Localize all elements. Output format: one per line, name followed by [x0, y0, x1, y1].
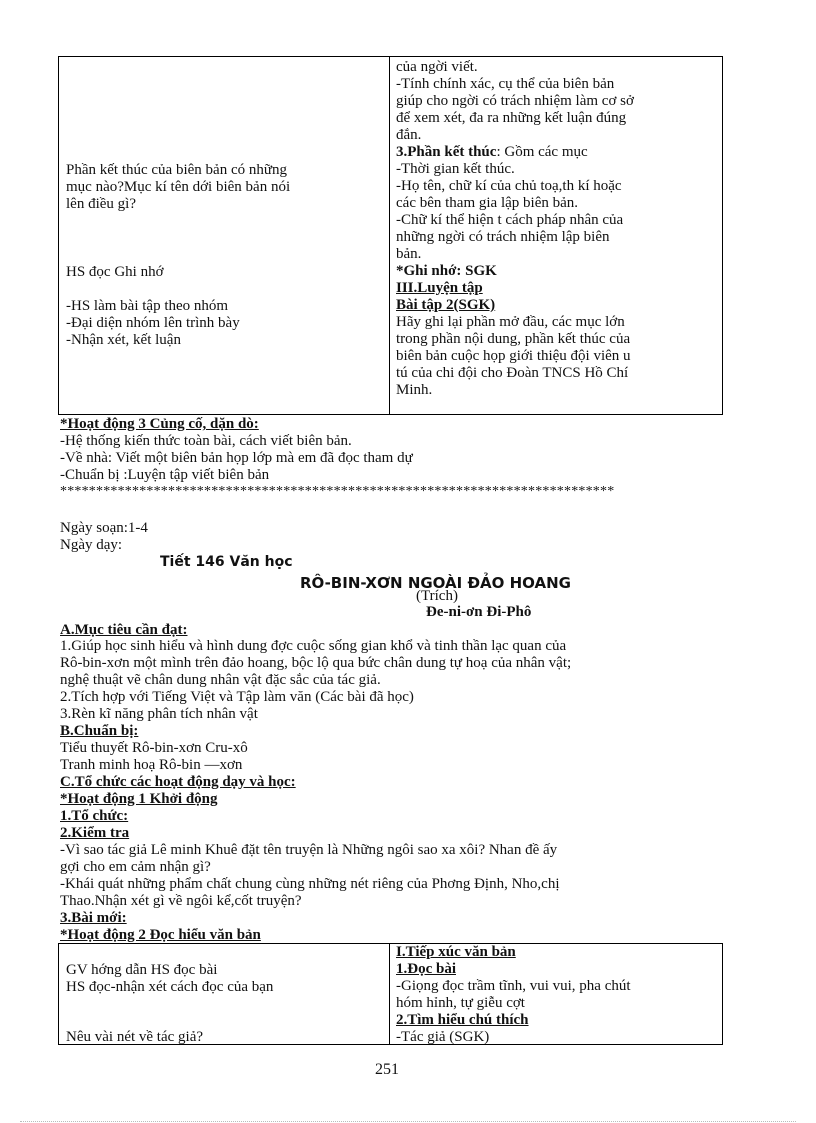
table-1-right-line: -Tính chính xác, cụ thể của biên bản: [396, 76, 615, 92]
luyen-tap-heading: III.Luyện tập: [396, 280, 483, 296]
activity-2-heading: *Hoạt động 2 Đọc hiểu văn bản: [60, 927, 261, 943]
star-separator: *****************************************************************************: [60, 484, 615, 499]
section-a-line: Rô-bin-xơn một mình trên đảo hoang, bộc lộ qua bức chân dung tự hoạ của nhân vật;: [60, 655, 572, 671]
ngay-soan: Ngày soạn:1-4: [60, 520, 148, 536]
table-1-left-line: HS đọc Ghi nhớ: [66, 264, 164, 280]
table-2-right-line: -Giọng đọc trầm tĩnh, vui vui, pha chút: [396, 978, 631, 994]
activity-3-line: -Hệ thống kiến thức toàn bài, cách viết biên bản.: [60, 433, 352, 449]
bai-tap-heading: Bài tập 2(SGK): [396, 297, 496, 313]
table-2-divider: [389, 943, 390, 1045]
activity-3-heading: *Hoạt động 3 Củng cố, dặn dò:: [60, 416, 259, 432]
ngay-day: Ngày dạy:: [60, 537, 123, 553]
table-1-right-line: -Họ tên, chữ kí của chủ toạ,th kí hoặc: [396, 178, 622, 194]
table-1-divider: [389, 56, 390, 415]
lesson-period: Tiết 146 Văn học: [160, 554, 293, 570]
bai-moi-heading: 3.Bài mới:: [60, 910, 127, 926]
section-a-line: nghệ thuật vẽ chân dung nhân vật đặc sắc của tác giả.: [60, 672, 381, 688]
table-1-right-line: biên bản cuộc họp giới thiệu đội viên u: [396, 348, 631, 364]
to-chuc-heading: 1.Tổ chức:: [60, 808, 129, 824]
section-a-line: 1.Giúp học sinh hiểu và hình dung đợc cuộc sống gian khổ và tinh thần lạc quan của: [60, 638, 567, 654]
table-1-right-line: đắn.: [396, 127, 422, 143]
page-number: 251: [375, 1061, 399, 1078]
conclusion-heading: 3.Phần kết thúc: [396, 144, 497, 160]
table-2-right-line: hóm hỉnh, tự giễu cợt: [396, 995, 525, 1011]
section-b-line: Tranh minh hoạ Rô-bin —xơn: [60, 757, 243, 773]
table-1-left-line: -Đại diện nhóm lên trình bày: [66, 315, 240, 331]
kiem-tra-line: -Vì sao tác giả Lê minh Khuê đặt tên truyện là Những ngôi sao xa xôi? Nhan đề ấy: [60, 842, 558, 858]
table-1-right-line: những ngời có trách nhiệm lập biên: [396, 229, 610, 245]
page-bottom-border: [20, 1121, 796, 1122]
table-1-right-line: Minh.: [396, 382, 433, 398]
kiem-tra-line: Thao.Nhận xét gì về ngôi kể,cốt truyện?: [60, 893, 302, 909]
table-1-left-line: Phần kết thúc của biên bản có những: [66, 162, 287, 178]
kiem-tra-line: gợi cho em cảm nhận gì?: [60, 859, 211, 875]
section-a-line: 2.Tích hợp với Tiếng Việt và Tập làm văn (Các bài đã học): [60, 689, 414, 705]
table-1-left-line: mục nào?Mục kí tên dới biên bản nói: [66, 179, 291, 195]
conclusion-heading-rest: : Gồm các mục: [496, 144, 588, 160]
section-a-line: 3.Rèn kĩ năng phân tích nhân vật: [60, 706, 258, 722]
table-1-right-line: giúp cho ngời có trách nhiệm làm cơ sở: [396, 93, 634, 109]
table-1-right-line: của ngời viết.: [396, 59, 478, 75]
table-1-right-line: -Thời gian kết thúc.: [396, 161, 515, 177]
lesson-author: Đe-ni-ơn Đi-Phô: [426, 604, 532, 620]
table-1-right-line: Hãy ghi lại phần mở đầu, các mục lớn: [396, 314, 625, 330]
table-1-right-line: -Chữ kí thể hiện t cách pháp nhân của: [396, 212, 624, 228]
table-2-left-line: GV hớng dẫn HS đọc bài: [66, 962, 218, 978]
chu-thich-heading: 2.Tìm hiểu chú thích: [396, 1012, 529, 1028]
conclusion-heading-line: [396, 144, 588, 161]
table-1-right-line: để xem xét, đa ra những kết luận đúng: [396, 110, 627, 126]
table-2-right-line: -Tác giả (SGK): [396, 1029, 490, 1045]
lesson-title: RÔ-BIN-XƠN NGOÀI ĐẢO HOANG: [300, 574, 571, 592]
ghi-nho-heading: *Ghi nhớ: SGK: [396, 263, 497, 279]
lesson-excerpt-note: (Trích): [416, 588, 458, 604]
section-b-line: Tiểu thuyết Rô-bin-xơn Cru-xô: [60, 740, 248, 756]
section-b-heading: B.Chuẩn bị:: [60, 723, 139, 739]
table-1-right-line: trong phần nội dung, phần kết thúc của: [396, 331, 631, 347]
activity-3-line: -Về nhà: Viết một biên bản họp lớp mà em đã đọc tham dự: [60, 450, 413, 466]
doc-bai-heading: 1.Đọc bài: [396, 961, 456, 977]
table-1-right-line: các bên tham gia lập biên bản.: [396, 195, 579, 211]
tiep-xuc-heading: I.Tiếp xúc văn bản: [396, 944, 516, 960]
table-1-left-line: -HS làm bài tập theo nhóm: [66, 298, 229, 314]
table-1-right-line: bản.: [396, 246, 422, 262]
activity-1-heading: *Hoạt động 1 Khởi động: [60, 791, 218, 807]
table-1-left-line: -Nhận xét, kết luận: [66, 332, 181, 348]
table-1-right-line: tú của chi đội cho Đoàn TNCS Hồ Chí: [396, 365, 629, 381]
section-c-heading: C.Tổ chức các hoạt động dạy và học:: [60, 774, 296, 790]
activity-3-line: -Chuẩn bị :Luyện tập viết biên bản: [60, 467, 270, 483]
table-1-left-line: lên điều gì?: [66, 196, 136, 212]
section-a-heading: A.Mục tiêu cần đạt:: [60, 622, 188, 638]
table-2-left-line: HS đọc-nhận xét cách đọc của bạn: [66, 979, 274, 995]
kiem-tra-heading: 2.Kiểm tra: [60, 825, 130, 841]
table-2-left-line: Nêu vài nét về tác giả?: [66, 1029, 204, 1045]
kiem-tra-line: -Khái quát những phẩm chất chung cùng những nét riêng của Phơng Định, Nho,chị: [60, 876, 560, 892]
